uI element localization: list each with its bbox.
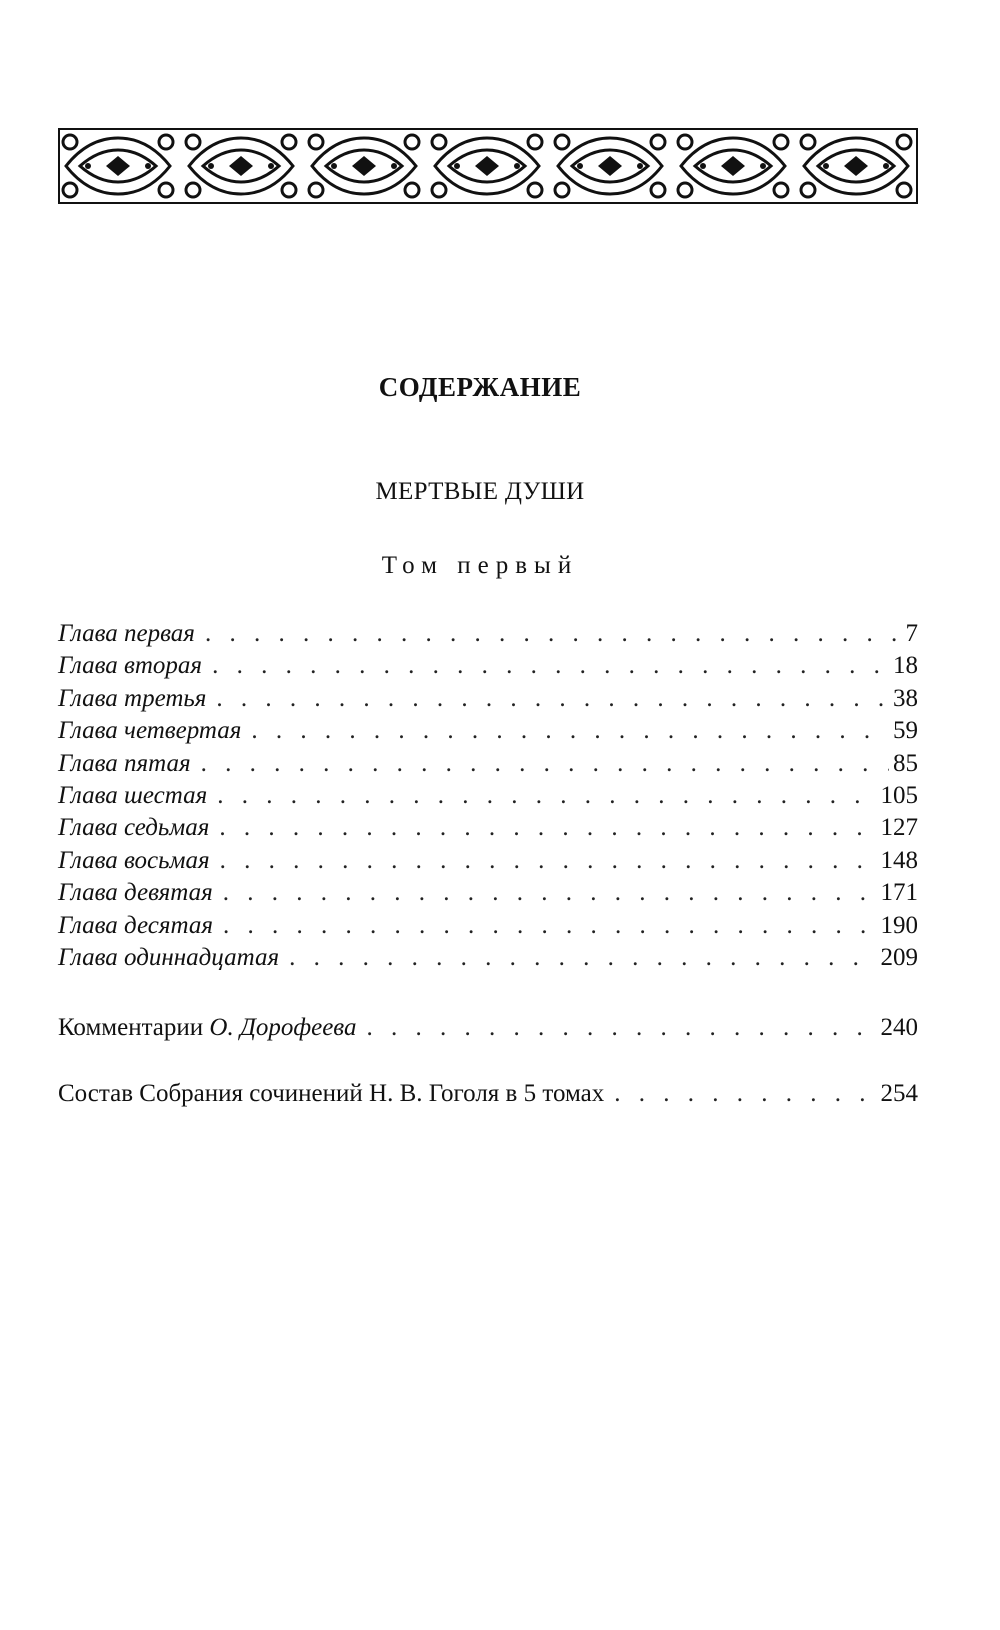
- toc-entry-chapter-6[interactable]: [58, 780, 918, 812]
- toc-entry-page: 240: [880, 1014, 918, 1041]
- toc-entry-label: Глава вторая: [58, 652, 203, 680]
- toc-entry-page: 171: [880, 879, 918, 907]
- toc-entry-page: 254: [880, 1080, 918, 1107]
- toc-entry-label: Глава третья: [58, 684, 207, 712]
- toc-entry-chapter-4[interactable]: [58, 715, 918, 747]
- toc-entry-collection-contents[interactable]: [58, 1078, 918, 1110]
- ornament-band-icon: [58, 128, 918, 204]
- work-title: МЕРТВЫЕ ДУШИ: [375, 478, 585, 505]
- dot-leader: [212, 650, 889, 682]
- toc-entry-label: Состав Собрания сочинений Н. В. Гоголя в 5 томах: [58, 1080, 605, 1107]
- dot-leader: [205, 618, 902, 650]
- toc-entry-chapter-5[interactable]: [58, 748, 918, 780]
- dot-leader: [367, 1012, 877, 1044]
- table-of-contents: [58, 618, 918, 974]
- dot-leader: [223, 877, 877, 909]
- dot-leader: [220, 845, 877, 877]
- dot-leader: [614, 1078, 876, 1110]
- toc-entry-label: Глава пятая: [58, 749, 191, 777]
- toc-entry-label: Глава восьмая: [58, 846, 210, 874]
- toc-entry-label: Глава девятая: [58, 879, 213, 907]
- toc-entry-page: 209: [880, 943, 918, 971]
- dot-leader: [219, 812, 876, 844]
- toc-entry-commentary[interactable]: [58, 1012, 918, 1044]
- dot-leader: [217, 780, 876, 812]
- toc-entry-label: Глава четвертая: [58, 717, 242, 745]
- toc-entry-chapter-3[interactable]: [58, 683, 918, 715]
- dot-leader: [216, 683, 889, 715]
- toc-entry-page: 59: [893, 717, 918, 745]
- toc-entry-page: 148: [880, 846, 918, 874]
- commentary-section: [58, 1012, 918, 1044]
- toc-entry-page: 85: [893, 749, 918, 777]
- commentary-author: О. Дорофеева: [209, 1014, 357, 1041]
- toc-entry-chapter-10[interactable]: [58, 910, 918, 942]
- toc-entry-label: Глава десятая: [58, 911, 213, 939]
- dot-leader: [223, 910, 877, 942]
- dot-leader: [201, 748, 889, 780]
- toc-entry-page: 105: [880, 781, 918, 809]
- toc-entry-label: Глава одиннадцатая: [58, 943, 280, 971]
- dot-leader: [251, 715, 889, 747]
- collection-contents-section: [58, 1078, 918, 1110]
- toc-entry-label: Глава шестая: [58, 781, 208, 809]
- toc-entry-label: Глава первая: [58, 620, 195, 647]
- toc-entry-page: 38: [893, 684, 918, 712]
- dot-leader: [289, 942, 876, 974]
- toc-entry-page: 18: [893, 652, 918, 680]
- toc-entry-chapter-11[interactable]: [58, 942, 918, 974]
- toc-entry-page: 190: [880, 911, 918, 939]
- toc-entry-chapter-8[interactable]: [58, 845, 918, 877]
- volume-title: Том первый: [381, 552, 579, 579]
- toc-entry-label: [58, 1012, 357, 1044]
- toc-entry-page: 127: [880, 814, 918, 842]
- toc-entry-chapter-1[interactable]: [58, 618, 918, 650]
- toc-entry-page: 7: [905, 620, 918, 647]
- commentary-label: Комментарии: [58, 1014, 204, 1041]
- page-title: СОДЕРЖАНИЕ: [378, 372, 582, 402]
- toc-entry-chapter-2[interactable]: [58, 650, 918, 682]
- toc-entry-label: Глава седьмая: [58, 814, 210, 842]
- decorative-ornament-band: [58, 128, 918, 204]
- toc-entry-chapter-7[interactable]: [58, 812, 918, 844]
- toc-entry-chapter-9[interactable]: [58, 877, 918, 909]
